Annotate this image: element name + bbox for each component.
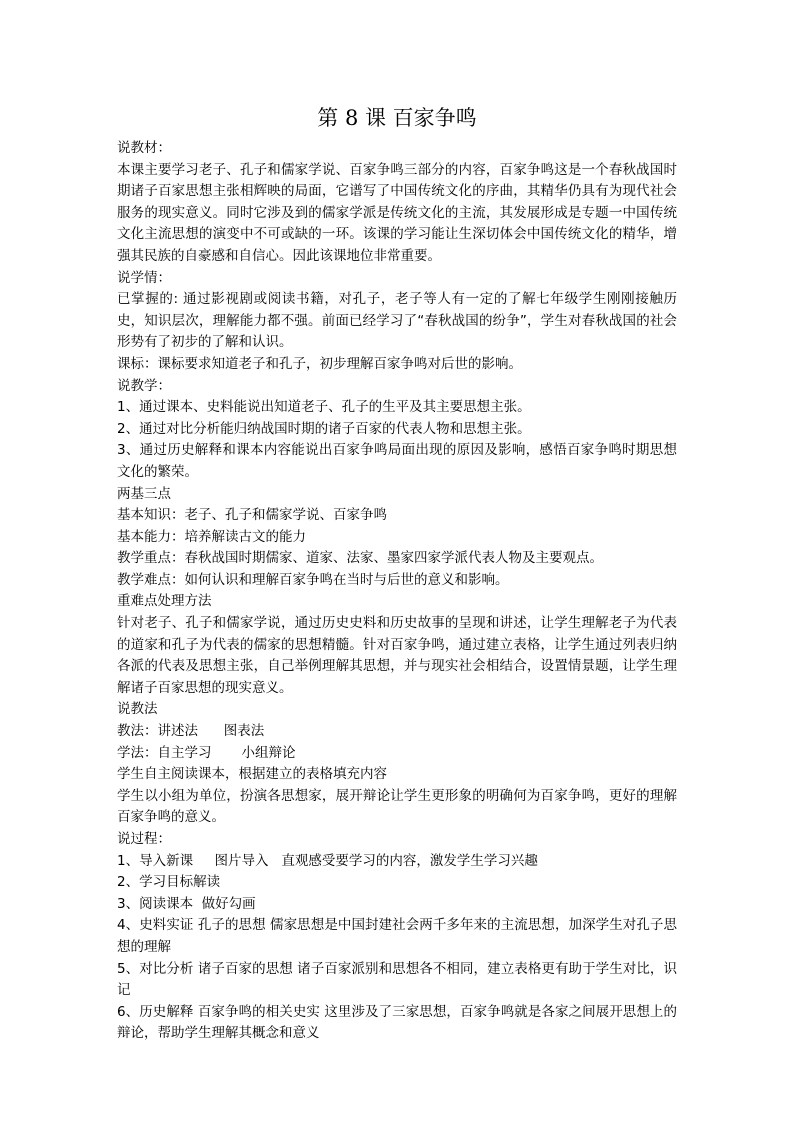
process-step-5: 5、对比分析 诸子百家的思想 诸子百家派别和思想各不相同，建立表格更有助于学生对比，识记 [117,960,677,999]
goal-item-1: 1、通过课本、史料能说出知道老子、孔子的生平及其主要思想主张。 [117,399,531,416]
page-title: 第 8 课 百家争鸣 [317,106,477,130]
goal-item-2: 2、通过对比分析能归纳战国时期的诸子百家的代表人物和思想主张。 [117,420,531,437]
goal-item-3: 3、通过历史解释和课本内容能说出百家争鸣局面出现的原因及影响，感悟百家争鸣时期思想文化的繁荣。 [117,442,677,480]
basic-ability: 基本能力：培养解读古文的能力 [117,528,306,545]
paragraph-students: 已掌握的: 通过影视剧或阅读书籍，对孔子，老子等人有一定的了解七年级学生刚刚接触历史，知识层次，理解能力都不强。前面已经学习了“春秋战国的纷争”，学生对春秋战国的社会形势有了初步的了解和认识。 [117,291,677,351]
teaching-methods: 教法：讲述法 图表法 [117,723,265,740]
document-body [117,138,677,1045]
heading-basics: 两基三点 [117,485,171,502]
learning-methods: 学法：自主学习 小组辩论 [117,744,296,761]
process-step-3: 3、阅读课本 做好勾画 [117,895,256,912]
basic-knowledge: 基本知识：老子、孔子和儒家学说、百家争鸣 [117,507,387,524]
key-point: 教学重点：春秋战国时期儒家、道家、法家、墨家四家学派代表人物及主要观点。 [117,550,603,567]
paragraph-curriculum: 课标：课标要求知道老子和孔子，初步理解百家争鸣对后世的影响。 [117,355,522,372]
heading-students: 说学情： [117,269,171,286]
heading-textbook: 说教材： [117,140,171,156]
process-step-1: 1、导入新课 图片导入 直观感受要学习的内容，激发学生学习兴趣 [117,852,538,869]
paragraph-group-debate: 学生以小组为单位，扮演各思想家，展开辩论让学生更形象的明确何为百家争鸣，更好的理解百家争鸣的意义。 [117,787,677,826]
heading-process: 说过程： [117,831,171,847]
process-step-4: 4、史料实证 孔子的思想 儒家思想是中国封建社会两千多年来的主流思想，加深学生对孔子思想的理解 [117,917,677,955]
paragraph-textbook: 本课主要学习老子、孔子和儒家学说、百家争鸣三部分的内容，百家争鸣这是一个春秋战国时期诸子百家思想主张相辉映的局面，它谱写了中国传统文化的序曲，其精华仍具有为现代社会服务的现实意义。同时它涉及到的儒家学派是传统文化的主流，其发展形成是专题一中国传统文化主流思想的演变中不可或缺的一环。该课的学习能让生深切体会中国传统文化的精华，增强其民族的自豪感和自信心。因此该课地位非常重要。 [117,161,677,264]
heading-method: 重难点处理方法 [117,593,212,610]
heading-teaching: 说教学： [117,377,171,394]
paragraph-method: 针对老子、孔子和儒家学说，通过历史史料和历史故事的呈现和讲述，让学生理解老子为代表的道家和孔子为代表的儒家的思想精髓。针对百家争鸣，通过建立表格，让学生通过列表归纳各派的代表及思想主张，自己举例理解其思想，并与现实社会相结合，设置情景题，让学生理解诸子百家思想的现实意义。 [117,615,677,696]
difficult-point: 教学难点：如何认识和理解百家争鸣在当时与后世的意义和影响。 [117,571,509,588]
paragraph-self-study: 学生自主阅读课本，根据建立的表格填充内容 [117,766,387,783]
process-step-2: 2、学习目标解读 [117,874,221,891]
heading-pedagogy: 说教法 [117,701,158,718]
process-step-6: 6、历史解释 百家争鸣的相关史实 这里涉及了三家思想，百家争鸣就是各家之间展开思想上的辩论，帮助学生理解其概念和意义 [117,1003,677,1042]
